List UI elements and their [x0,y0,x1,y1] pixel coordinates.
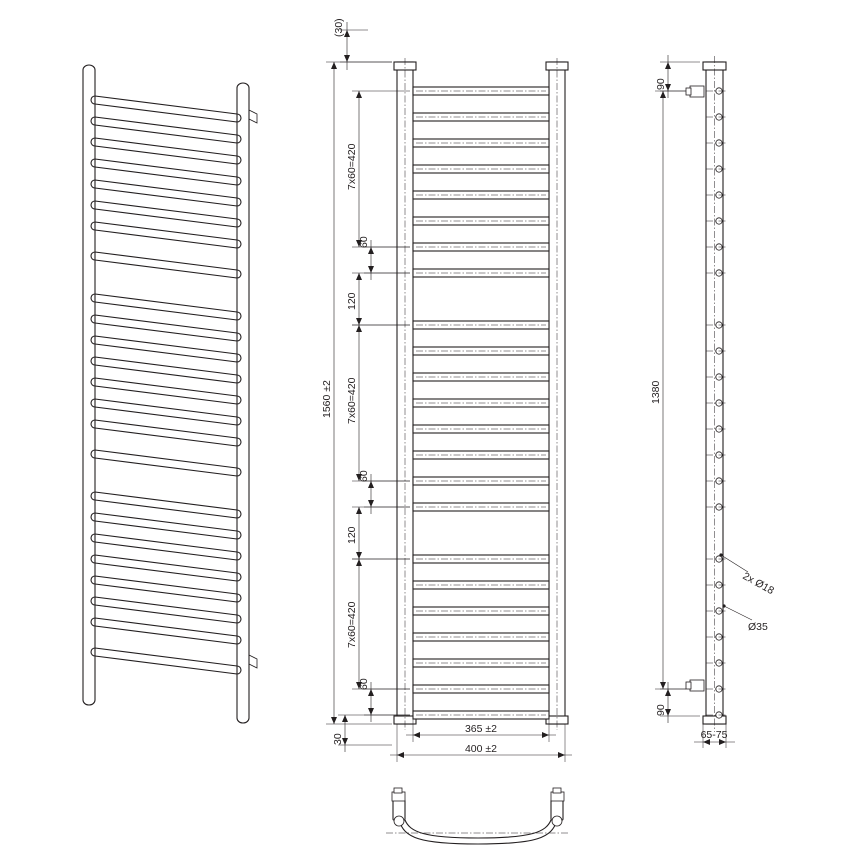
dim-overall-height: 1560 ±2 [321,380,333,418]
dim-bar-diameter: 2x Ø18 [740,570,776,598]
dim-spacing-bottom: 60 [358,678,370,690]
dim-centres-height: 1380 [650,380,662,404]
dim-group-middle: 7x60=420 [346,377,358,424]
front-view [394,58,568,730]
dim-overall-width: 400 ±2 [464,743,498,755]
top-view [386,788,570,844]
side-view [686,56,726,732]
dim-spacing-b-upper: 120 [346,292,358,310]
dim-bottom-connection: 90 [655,704,667,716]
perspective-view [83,65,257,723]
dim-bottom-offset: 30 [332,733,344,745]
dim-top-offset: (30) [333,18,345,37]
dim-spacing-a-lower: 60 [358,470,370,482]
front-view-dimensions [321,18,572,762]
dim-spacing-b-lower: 120 [346,526,358,544]
dim-manifold-diameter: Ø35 [748,621,768,633]
dim-spacing-a-upper: 60 [358,236,370,248]
dim-depth: 65-75 [700,729,728,741]
dim-group-bottom: 7x60=420 [346,601,358,648]
dim-bar-width: 365 ±2 [464,723,498,735]
dim-group-top: 7x60=420 [346,143,358,190]
dim-top-connection: 90 [655,78,667,90]
